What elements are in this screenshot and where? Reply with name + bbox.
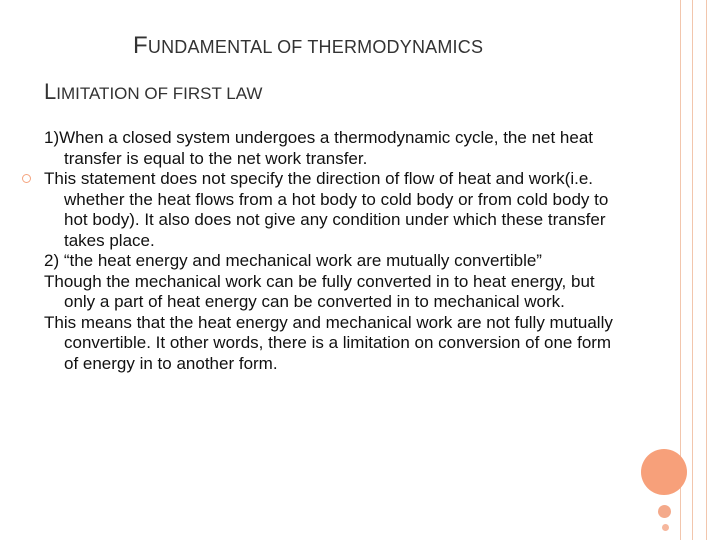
paragraph-4: Though the mechanical work can be fully converted in to heat energy, but only a part of heat energy can be converted in to mechanical work.	[44, 271, 595, 311]
decorative-rule	[706, 0, 707, 540]
decorative-circle-small	[658, 505, 671, 518]
paragraph-2-bulleted	[44, 169, 619, 251]
slide-title	[133, 32, 483, 60]
slide-subtitle	[44, 79, 262, 105]
decorative-rule	[692, 0, 693, 540]
title-rest: UNDAMENTAL OF THERMODYNAMICS	[147, 37, 484, 57]
decorative-circle-tiny	[662, 524, 669, 531]
decorative-circle-large	[641, 449, 687, 495]
title-initial: F	[133, 32, 148, 59]
paragraph-3: 2) “the heat energy and mechanical work are mutually convertible”	[44, 251, 542, 270]
hollow-circle-bullet-icon	[22, 174, 31, 183]
paragraph-5: This means that the heat energy and mechanical work are not fully mutually convertible. It other words, there is a limitation on conversion of one form of energy in to another form.	[44, 312, 613, 373]
paragraph-1: 1)When a closed system undergoes a thermodynamic cycle, the net heat transfer is equal to the net work transfer.	[44, 128, 594, 168]
paragraph-2-text: This statement does not specify the direction of flow of heat and work(i.e. whether the heat flows from a hot body to cold body or from cold body to hot body). It also does not give any condition under which these transfer takes place.	[44, 169, 609, 250]
slide-body	[44, 128, 619, 374]
subtitle-initial: L	[44, 79, 57, 104]
subtitle-rest: IMITATION OF FIRST LAW	[56, 84, 263, 103]
